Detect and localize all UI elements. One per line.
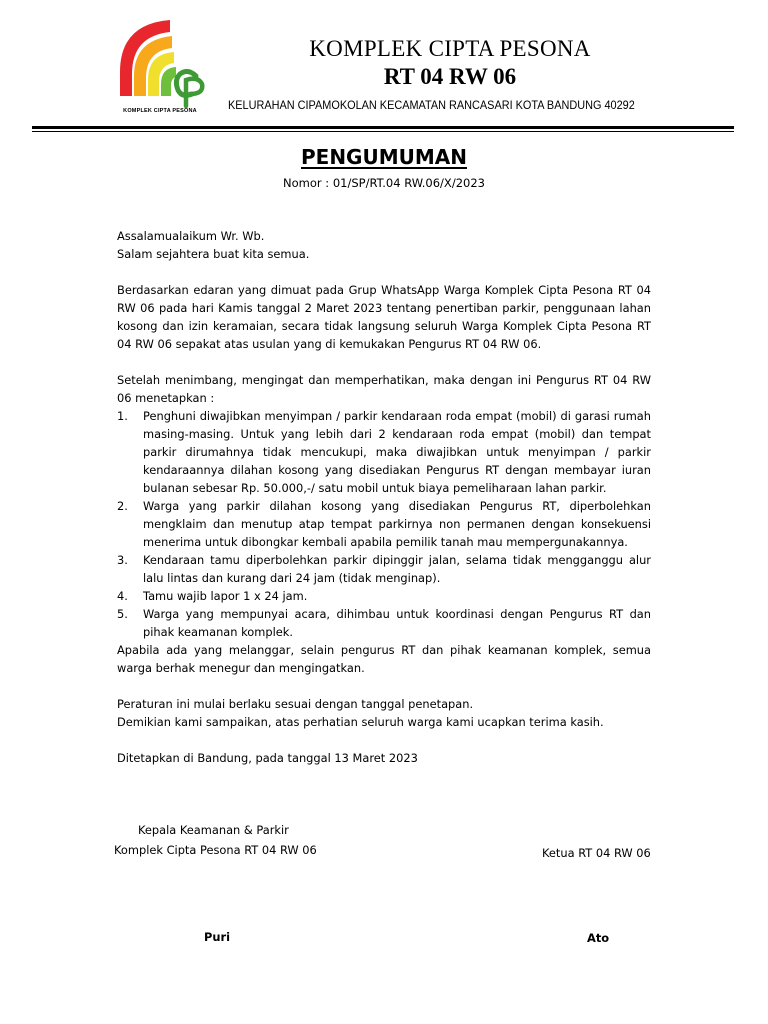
greeting-line-2: Salam sejahtera buat kita semua. xyxy=(117,247,310,261)
header-divider-thick xyxy=(32,126,734,129)
header-divider-thin xyxy=(32,131,734,132)
closing-paragraph: Demikian kami sampaikan, atas perhatian seluruh warga kami ucapkan terima kasih. xyxy=(117,715,604,729)
list-item-number: 3. xyxy=(117,553,128,567)
signatory-right-role: Ketua RT 04 RW 06 xyxy=(542,846,651,860)
rules-list xyxy=(117,407,651,641)
list-item xyxy=(117,605,651,641)
signatory-left-name: Puri xyxy=(204,930,230,944)
document-body xyxy=(117,227,651,767)
logo-caption: KOMPLEK CIPTA PESONA xyxy=(123,108,197,114)
effective-paragraph: Peraturan ini mulai berlaku sesuai dengan tanggal penetapan. xyxy=(117,697,474,711)
cipta-pesona-logo-icon xyxy=(112,16,208,108)
list-item-text: Kendaraan tamu diperbolehkan parkir dipinggir jalan, selama tidak mengganggu alur lalu lintas dan kurang dari 24 jam (tidak menginap). xyxy=(143,553,651,585)
signatory-left-org: Komplek Cipta Pesona RT 04 RW 06 xyxy=(114,843,317,857)
list-item-text: Tamu wajib lapor 1 x 24 jam. xyxy=(143,589,308,603)
list-item-number: 2. xyxy=(117,499,128,513)
signatory-left-role: Kepala Keamanan & Parkir xyxy=(138,823,289,837)
cipta-pesona-logo xyxy=(112,16,208,120)
decision-paragraph: Setelah menimbang, mengingat dan memperhatikan, maka dengan ini Pengurus RT 04 RW 06 menetapkan : xyxy=(117,373,651,405)
header-address: KELURAHAN CIPAMOKOLAN KECAMATAN RANCASARI KOTA BANDUNG 40292 xyxy=(228,99,635,112)
list-item xyxy=(117,497,651,551)
signatory-right-name: Ato xyxy=(587,931,610,945)
date-line: Ditetapkan di Bandung, pada tanggal 13 Maret 2023 xyxy=(117,751,418,765)
list-item-number: 1. xyxy=(117,409,128,423)
list-item-text: Penghuni diwajibkan menyimpan / parkir kendaraan roda empat (mobil) di garasi rumah masing-masing. Untuk yang lebih dari 2 kendaraan roda empat (mobil) dan tempat parkir dirumahnya tidak mencukupi, maka diwajibkan untuk menyimpan / parkir kendaraannya dilahan kosong yang disediakan Pengurus RT dengan membayar iuran bulanan sebesar Rp. 50.000,-/ satu mobil untuk biaya pemeliharaan lahan parkir. xyxy=(143,409,651,495)
logo-green-arc xyxy=(161,67,176,96)
header-org-name: KOMPLEK CIPTA PESONA xyxy=(309,36,591,61)
greeting-line-1: Assalamualaikum Wr. Wb. xyxy=(117,229,265,243)
list-item-number: 4. xyxy=(117,589,128,603)
document-title: PENGUMUMAN xyxy=(301,145,467,169)
list-item-text: Warga yang mempunyai acara, dihimbau untuk koordinasi dengan Pengurus RT dan pihak keamanan komplek. xyxy=(143,607,651,639)
list-item xyxy=(117,407,651,497)
intro-paragraph: Berdasarkan edaran yang dimuat pada Grup WhatsApp Warga Komplek Cipta Pesona RT 04 RW 06 pada hari Kamis tanggal 2 Maret 2023 tentang penertiban parkir, penggunaan lahan kosong dan izin keramaian, secara tidak langsung seluruh Warga Komplek Cipta Pesona RT 04 RW 06 sepakat atas usulan yang di kemukakan Pengurus RT 04 RW 06. xyxy=(117,283,651,351)
violation-paragraph: Apabila ada yang melanggar, selain pengurus RT dan pihak keamanan komplek, semua warga berhak menegur dan mengingatkan. xyxy=(117,643,651,675)
list-item-text: Warga yang parkir dilahan kosong yang disediakan Pengurus RT, diperbolehkan mengklaim dan menutup atap tempat parkirnya non permanen dengan konsekuensi menerima untuk dibongkar kembali apabila pemilik tanah mau mempergunakannya. xyxy=(143,499,651,549)
document-number: Nomor : 01/SP/RT.04 RW.06/X/2023 xyxy=(283,176,485,190)
list-item xyxy=(117,551,651,587)
list-item-number: 5. xyxy=(117,607,128,621)
header-rt-rw: RT 04 RW 06 xyxy=(383,64,517,89)
list-item xyxy=(117,587,651,605)
